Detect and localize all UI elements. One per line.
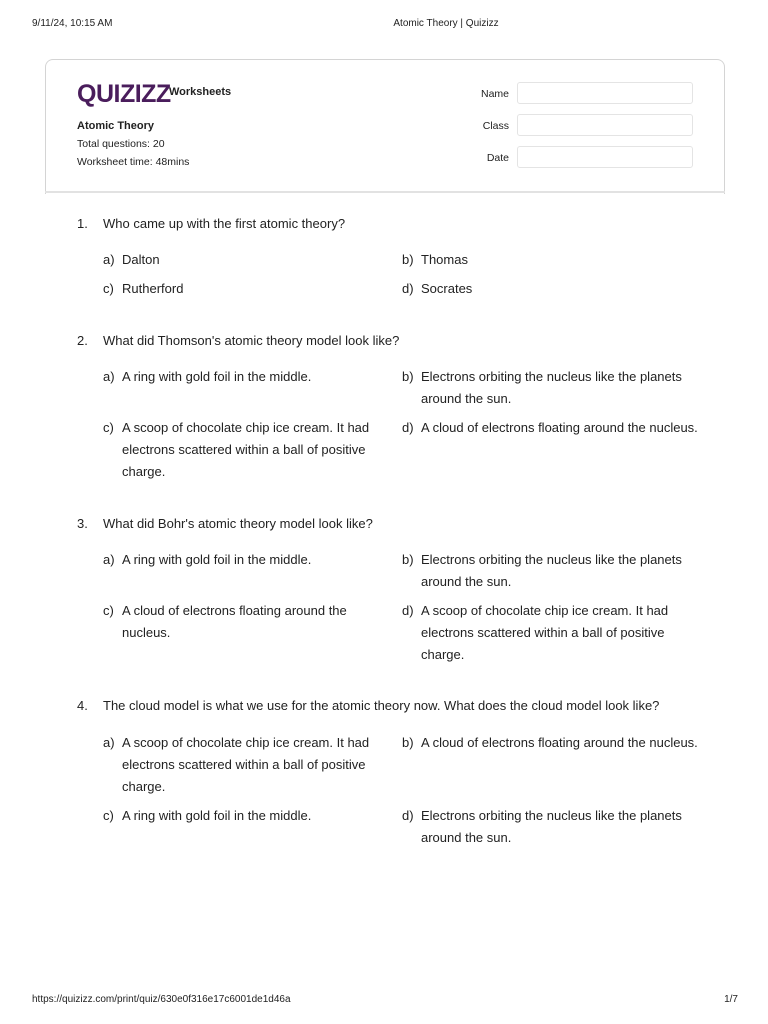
worksheet-title: Atomic Theory xyxy=(77,120,155,132)
question-text: What did Bohr's atomic theory model look like? xyxy=(103,516,373,531)
option-2b xyxy=(402,366,702,410)
option-4c xyxy=(103,805,383,827)
option-text: A scoop of chocolate chip ice cream. It had electrons scattered within a ball of positive charge. xyxy=(421,603,669,662)
option-3b xyxy=(402,549,702,593)
option-1a xyxy=(103,249,383,271)
option-letter: a) xyxy=(103,552,115,567)
print-page-title: Atomic Theory | Quizizz xyxy=(393,18,499,29)
option-2a xyxy=(103,366,383,388)
print-url: https://quizizz.com/print/quiz/630e0f316e17c6001de1d46a xyxy=(32,994,291,1005)
option-letter: b) xyxy=(402,252,414,267)
option-text: Electrons orbiting the nucleus like the planets around the sun. xyxy=(421,808,682,845)
option-letter: c) xyxy=(103,420,114,435)
option-1b xyxy=(402,249,702,271)
option-letter: d) xyxy=(402,420,414,435)
option-text: Electrons orbiting the nucleus like the planets around the sun. xyxy=(421,552,682,589)
option-letter: c) xyxy=(103,808,114,823)
option-2c xyxy=(103,417,383,483)
print-header xyxy=(0,0,768,40)
question-number: 4. xyxy=(77,698,88,713)
question-text: What did Thomson's atomic theory model look like? xyxy=(103,333,400,348)
option-text: A cloud of electrons floating around the nucleus. xyxy=(421,735,698,750)
option-text: Dalton xyxy=(122,252,160,267)
option-3a xyxy=(103,549,383,571)
option-letter: b) xyxy=(402,369,414,384)
question-text: The cloud model is what we use for the atomic theory now. What does the cloud model look like? xyxy=(103,698,660,713)
option-letter: a) xyxy=(103,735,115,750)
option-text: Socrates xyxy=(421,281,473,296)
option-1c xyxy=(103,278,383,300)
option-4a xyxy=(103,732,383,798)
header-divider xyxy=(45,191,725,195)
date-label: Date xyxy=(486,152,509,164)
option-letter: c) xyxy=(103,603,114,618)
option-4b xyxy=(402,732,702,754)
option-text: A cloud of electrons floating around the nucleus. xyxy=(421,420,698,435)
option-2d xyxy=(402,417,702,439)
name-field[interactable] xyxy=(517,82,693,104)
option-letter: c) xyxy=(103,281,114,296)
question-number: 3. xyxy=(77,516,88,531)
option-letter: d) xyxy=(402,603,414,618)
worksheet-time: Worksheet time: 48mins xyxy=(77,156,190,168)
option-3d xyxy=(402,600,702,666)
option-text: Electrons orbiting the nucleus like the planets around the sun. xyxy=(421,369,682,406)
question-text: Who came up with the first atomic theory? xyxy=(103,216,346,231)
option-text: A scoop of chocolate chip ice cream. It had electrons scattered within a ball of positive charge. xyxy=(122,735,370,794)
option-text: A ring with gold foil in the middle. xyxy=(122,369,312,384)
option-text: A ring with gold foil in the middle. xyxy=(122,808,312,823)
option-text: A scoop of chocolate chip ice cream. It had electrons scattered within a ball of positive charge. xyxy=(122,420,370,479)
class-field[interactable] xyxy=(517,114,693,136)
option-letter: a) xyxy=(103,252,115,267)
page-number: 1/7 xyxy=(724,994,738,1005)
option-letter: d) xyxy=(402,281,414,296)
name-label: Name xyxy=(480,88,509,100)
print-datetime: 9/11/24, 10:15 AM xyxy=(32,18,113,29)
option-letter: d) xyxy=(402,808,414,823)
class-label: Class xyxy=(482,120,509,132)
option-1d xyxy=(402,278,702,300)
option-letter: b) xyxy=(402,552,414,567)
worksheets-label: Worksheets xyxy=(169,86,232,98)
option-text: A cloud of electrons floating around the nucleus. xyxy=(122,603,347,640)
option-text: A ring with gold foil in the middle. xyxy=(122,552,312,567)
date-field[interactable] xyxy=(517,146,693,168)
question-number: 1. xyxy=(77,216,88,231)
option-4d xyxy=(402,805,702,849)
option-text: Rutherford xyxy=(122,281,184,296)
quizizz-logo: QUIZIZZ xyxy=(77,80,171,108)
option-3c xyxy=(103,600,383,644)
question-number: 2. xyxy=(77,333,88,348)
option-text: Thomas xyxy=(421,252,468,267)
option-letter: a) xyxy=(103,369,115,384)
option-letter: b) xyxy=(402,735,414,750)
total-questions: Total questions: 20 xyxy=(77,138,165,150)
